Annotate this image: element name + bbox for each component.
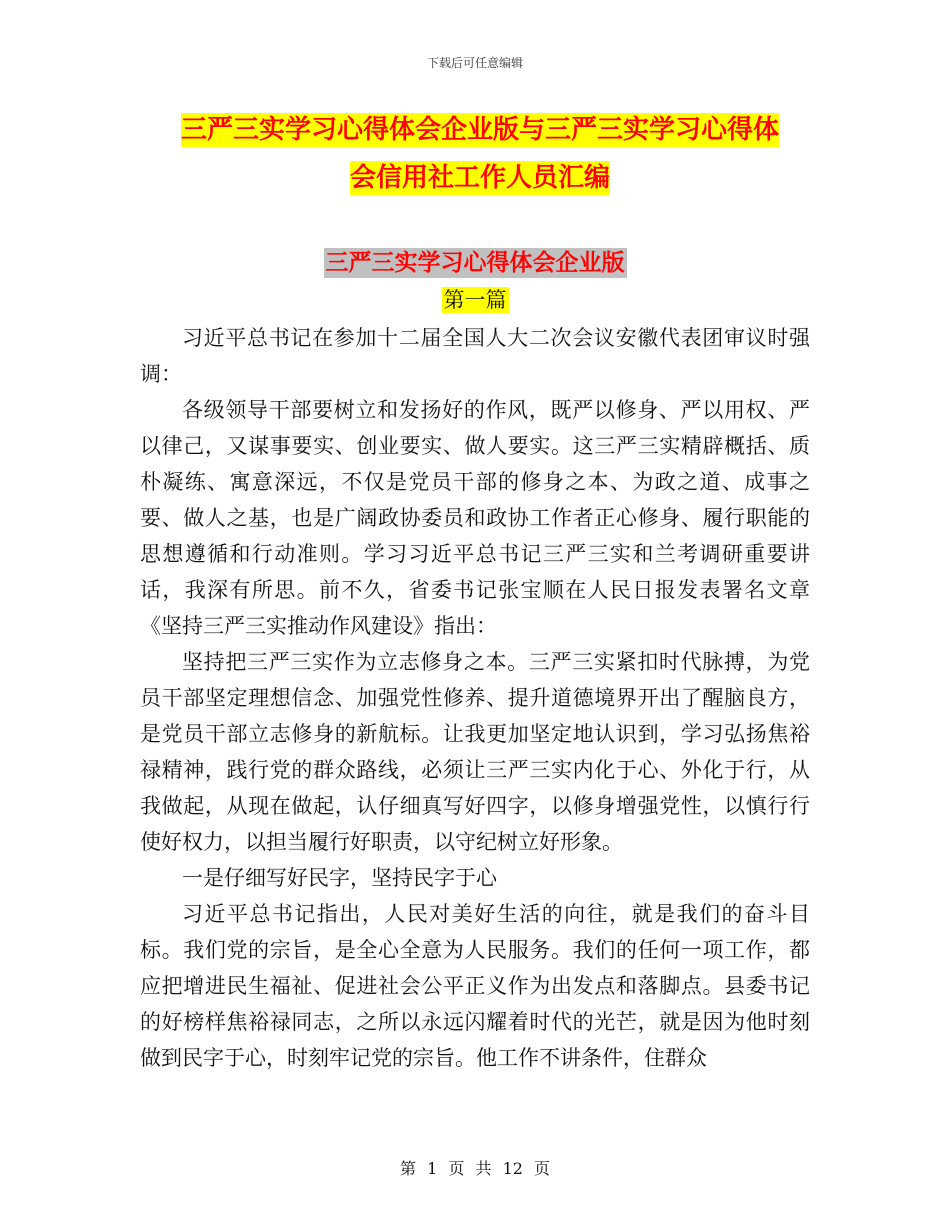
paragraph: 坚持把三严三实作为立志修身之本。三严三实紧扣时代脉搏，为党员干部坚定理想信念、加强党性修养、提升道德境界开出了醒脑良方，是党员干部立志修身的新航标。让我更加坚定地认识到，学习弘扬焦裕禄精神，践行党的群众路线，必须让三严三实内化于心、外化于行，从我做起，从现在做起，认仔细真写好四字，以修身增强党性，以慎行行使好权力，以担当履行好职责，以守纪树立好形象。	[140, 650, 810, 854]
section-title	[0, 244, 950, 277]
sub-title	[0, 284, 950, 314]
document-title-line-2: 会信用社工作人员汇编	[349, 163, 610, 193]
footer-suffix: 页	[534, 1159, 551, 1178]
document-title	[140, 106, 820, 202]
footer-current-page: 1	[427, 1159, 438, 1178]
sub-title-text: 第一篇	[443, 288, 507, 312]
paragraph: 习近平总书记在参加十二届全国人大二次会议安徽代表团审议时强调：	[140, 326, 810, 386]
footer-total-word: 共	[475, 1159, 492, 1178]
document-title-line-1: 三严三实学习心得体会企业版与三严三实学习心得体	[180, 115, 779, 145]
paragraph: 各级领导干部要树立和发扬好的作风，既严以修身、严以用权、严以律己，又谋事要实、创业要实、做人要实。这三严三实精辟概括、质朴凝练、寓意深远，不仅是党员干部的修身之本、为政之道、成事之要、做人之基，也是广阔政协委员和政协工作者正心修身、履行职能的思想遵循和行动准则。学习习近平总书记三严三实和兰考调研重要讲话，我深有所思。前不久，省委书记张宝顺在人民日报发表署名文章《坚持三严三实推动作风建设》指出：	[140, 398, 810, 638]
section-title-text: 三严三实学习心得体会企业版	[325, 250, 625, 276]
paragraph: 一是仔细写好民字，坚持民字于心	[182, 866, 497, 890]
page-footer	[0, 1156, 950, 1179]
footer-total-pages: 12	[502, 1159, 523, 1178]
footer-prefix: 第	[399, 1159, 416, 1178]
body-text	[140, 320, 810, 1076]
header-note: 下载后可任意编辑	[426, 56, 523, 70]
footer-page-word: 页	[448, 1159, 465, 1178]
paragraph: 习近平总书记指出，人民对美好生活的向往，就是我们的奋斗目标。我们党的宗旨，是全心全意为人民服务。我们的任何一项工作，都应把增进民生福祉、促进社会公平正义作为出发点和落脚点。县委书记的好榜样焦裕禄同志，之所以永远闪耀着时代的光芒，就是因为他时刻做到民字于心，时刻牢记党的宗旨。他工作不讲条件，住群众	[140, 902, 810, 1070]
